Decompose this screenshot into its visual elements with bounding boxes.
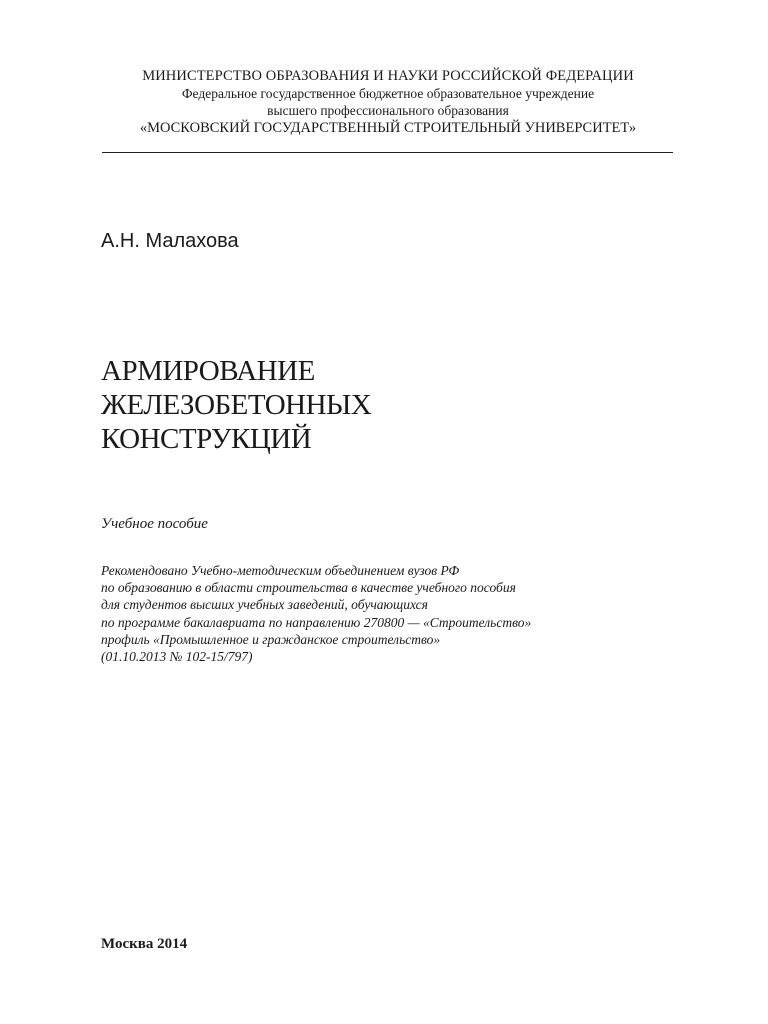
title-line: АРМИРОВАНИЕ [101, 355, 315, 387]
institution-header [0, 68, 768, 138]
recommendation-line: по образованию в области строительства в качестве учебного пособия [101, 580, 516, 596]
recommendation-line: (01.10.2013 № 102-15/797) [101, 649, 253, 665]
recommendation-line: Рекомендовано Учебно-методическим объединением вузов РФ [101, 563, 460, 578]
author-name: А.Н. Малахова [101, 230, 239, 252]
recommendation-block [101, 562, 531, 665]
institution-type: Федеральное государственное бюджетное образовательное учреждение [181, 86, 595, 101]
education-level: высшего профессионального образования [267, 103, 509, 118]
title-line: ЖЕЛЕЗОБЕТОННЫХ [101, 389, 372, 421]
ministry-name: МИНИСТЕРСТВО ОБРАЗОВАНИЯ И НАУКИ РОССИЙСКОЙ ФЕДЕРАЦИИ [142, 68, 634, 84]
publication-city-year: Москва 2014 [101, 936, 188, 952]
recommendation-line: для студентов высших учебных заведений, обучающихся [101, 597, 428, 613]
recommendation-line: профиль «Промышленное и гражданское строительство» [101, 631, 441, 647]
title-line: КОНСТРУКЦИЙ [101, 423, 312, 455]
header-divider [102, 152, 673, 153]
recommendation-line: по программе бакалавриата по направлению 270800 — «Строительство» [101, 614, 532, 630]
book-subtitle: Учебное пособие [101, 516, 208, 532]
university-name: «МОСКОВСКИЙ ГОСУДАРСТВЕННЫЙ СТРОИТЕЛЬНЫЙ УНИВЕРСИТЕТ» [139, 120, 637, 136]
book-title [101, 354, 371, 456]
